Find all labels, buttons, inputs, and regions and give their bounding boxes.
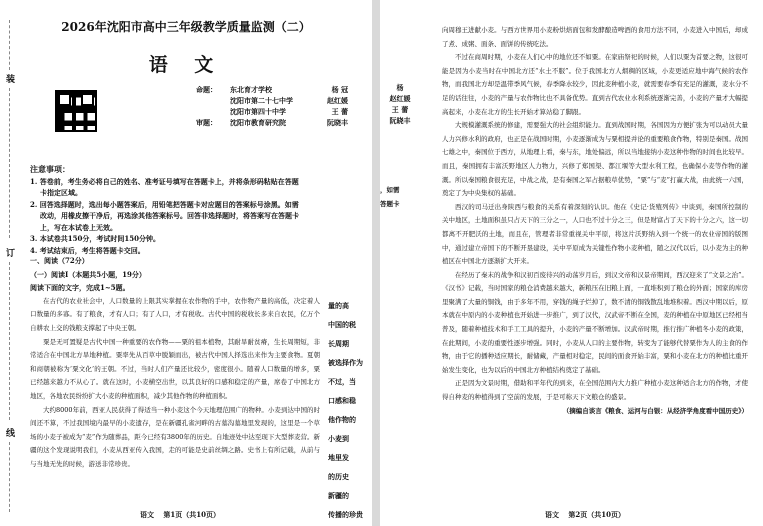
passage-source: （摘编自谈言《粮食、运河与白银：从经济学角度看中国历史》） (562, 406, 748, 415)
author-credits (196, 84, 348, 128)
note-line: 2. 回答选择题时，选出每小题答案后，用铅笔把答题卡对应题目的答案标号涂黑。如需 (30, 199, 299, 209)
reading-passage-continued (442, 24, 748, 418)
section-heading: 一、阅读（72分） (30, 256, 89, 265)
binding-mark: 线 (6, 429, 16, 439)
text-fragment: 地里发 (328, 453, 349, 462)
text-fragment: 被选择作为 (328, 358, 363, 367)
reading-passage (30, 254, 320, 472)
text-fragment: ，如需 (380, 186, 400, 194)
paragraph: 粟是无可置疑是古代中国一种重要的农作物——粟的祖本植物，其耐旱耐贫瘠，生长周期短，非常适合在中国北方旱地种植。粟率先从百草中脱颖而出，被古代中国人择选出来作为主要食物。夏朝和商朝被称为‘粟文化’的王朝。不过，当时人们产量还比较少，密度很小。随着人口数量的增多，粟已经越来越力不从心了。就在这时，小麦横空出世，以其良好的口感和稳定的产量，席卷了中国北方地区，各地农民纷纷扩大小麦的种植面积，减少其他作物的种植面积。 (30, 337, 320, 400)
text-fragment: 口感和稳 (328, 396, 356, 405)
paragraph: 不过在商周时期，小麦在人们心中的地位还不如粟。在家庙祭祀的时候，人们以粟为首要之物，这很可能是因为小麦当时在中国北方还“水土不服”。位于我国北方人烟稠的区域，小麦更适应地中海气候的农作物，而我国北方却是温带季风气候，春季降水较少，因此麦种植小麦，就需要春季有充足的灌溉，麦水分不足的话往往，小麦的产量与农作物比也不具备优势。直到古代农业水利系统逐渐完善，小麦的产量才大幅提高起来，小麦在北方的生长开始才算站稳了脚跟。 (442, 53, 748, 116)
page-gutter (372, 0, 380, 526)
subsection-heading: （一）阅读Ⅰ（本题共5小题，19分） (30, 269, 146, 279)
binding-line (9, 88, 10, 238)
text-fragment: 新疆的 (328, 491, 349, 500)
text-fragment: 答题卡 (380, 199, 400, 208)
exam-notes (30, 164, 370, 256)
text-fragment: 传播的珍贵 (328, 510, 363, 519)
note-line: 上，写在本试卷上无效。 (40, 222, 117, 232)
page-footer: 语文 第1页（共10页） (140, 510, 221, 519)
binding-mark: 装 (6, 75, 16, 85)
credit-row: 审题： 沈阳市教育研究院 阮晓丰 (196, 118, 348, 127)
overlapped-fragments (380, 184, 420, 211)
note-line: 4. 考试结束后，考生将答题卡交回。 (30, 245, 145, 255)
notes-title: 注意事项： (30, 164, 70, 174)
binding-mark: 订 (6, 249, 16, 259)
text-fragment: 阮晓丰 (389, 116, 411, 125)
text-fragment: 杨 (396, 83, 404, 92)
paragraph: 西汉的司马迁出身陕西与粮食的关系有着深刻的认识。他在《史记·货殖列传》中谈到，秦国所控制的关中地区，土地面积虽只占天下的三分之一，人口也不过十分之三，但是财富占了天下的十分之六，这一切都离不开肥沃的土地，而且在，管理者非常重视关中平原，将这片沃野纳入到一个统一的农业帝国的版图中，通过建立帝国下的不断开垦建设，关中平原成为关键性作物小麦种植，随之汉代以后，以小麦为主的种植区在中国北方逐渐扩大开来。 (442, 202, 748, 266)
exam-title: 2026年沈阳市高中三年级教学质量监测（二） (61, 20, 311, 34)
text-fragment: 中国的税 (328, 320, 356, 329)
paragraph: 向周穆王进献小麦。与西方世界用小麦粉烘焙面包和发酵酿造啤酒的食用方法不同，小麦进入中国后，却成了煮、成粥、面条、面饼的传统吃法。 (442, 26, 748, 48)
binding-line (9, 442, 10, 512)
text-fragment: 他作物的 (328, 415, 356, 424)
qr-code (55, 90, 97, 132)
text-fragment: 的历史 (328, 472, 349, 481)
note-line: 3. 本试卷共150分，考试时间150分钟。 (30, 234, 160, 243)
paragraph: 在古代的农业社会中，人口数量的上限其实掌握在农作物的手中，农作物产量的高低，决定着人口数量的多寡。有了粮食，才有人口；有了人口，才有税收。古代中国的税收长多来自农民，亿万个自耕农上交的钱粮支撑起了中央王朝。 (30, 296, 320, 332)
paragraph: 大规模灌溉系统的修建，需要强大的社会组织能力。直到战国时期，各国因为方便扩张为可以动员大量人力兴修水利的政府，也正是在战国时期，小麦逐渐成为与粟相提并论的重要粮食作物，特别是秦国。战国七雄之中，秦国位于西方，从地理上看，秦与东，地处偏远，所以当地接纳小麦这种作物的时间也比较早。而且，秦国拥有丰富沃野地区人力物力，兴修了郑国渠、都江堰等大型水利工程，也确保小麦等作物的灌溉。所以秦国粮食很充足，中战之战，是有秦国之军占据粮草优势，“粟”与“麦”打赢大战，由此统一六国，奠定了为中央集权的基础。 (442, 121, 748, 198)
subject-title: 语 文 (148, 54, 224, 76)
binding-line (9, 262, 10, 420)
text-fragment: 不过，当 (328, 377, 356, 386)
note-line: 卡指定区域。 (40, 188, 82, 197)
paragraph: 大约8000年前，西亚人民获得了得适当一种小麦这个今天地理范围广的物种。小麦到达中国的时间还不算，不过我国境内最早的小麦遗存，是在新疆孔雀河畔的古墓沟墓地里发现的，这里是一个草场的小麦子被成为“麦”作为随葬品，距今已经有3800年的历史。自地迹处中达至现下大型葬麦营。新疆的这个发现说明我们，小麦从西亚传入我国，走的可能是史前丝绸之路。史书上有所记载，从前与与当地无先的时候，游送非常珍贵。 (30, 405, 320, 468)
paragraph: 正是因为文景时期，借助和平年代的到来，在全国范围内大力推广种植小麦这种适合北方的作物，才使得自种麦的种植得到了空前的发展，于是可称天下文粮仓的盛景。 (442, 379, 748, 402)
page-footer: 语文 第2页（共10页） (545, 510, 626, 519)
exam-page-2 (380, 0, 763, 526)
text-fragment: 量的高 (328, 301, 349, 310)
paragraph: 在经历了秦末的战争和汉初百废待兴的动荡岁月后，到汉文帝和汉景帝期间，西汉迎来了“文景之治”。《汉书》记载，当时国家的粮仓消费越来越大，新粮压在旧粮上面，一直堆积到了粮仓的外面；国家的库房里聚满了大量的铜钱，由于多年不用，穿钱的绳子烂掉了，数不清的铜钱散乱地堆积着。西汉中期以后，原本就在中原内的小麦种植也开始进一步推广，到了汉代，汉武帝不断在全国，麦的种植在中原地区已经相当普及，随着种植技术和手工工具的提升，小麦的产量不断增加。汉武帝时期，推行推广种植冬小麦的政策，在此期间，小麦的重要性逐步增强。同时，小麦从人口的主要作物，转变为了能够代替粟作为人的主食的作物，由于它的播种适应期长，耐储藏，产量相对稳定，民间的面食开始丰富，粟和小麦在北方的种植比重开始发生变化，也为以后的中国北方种植结构奠定了基础。 (442, 270, 748, 374)
overlapped-names (380, 82, 420, 126)
text-fragment: 赵红媛 (389, 94, 411, 103)
instruction: 阅读下面的文字，完成1~5题。 (30, 283, 130, 293)
credit-row: 沈阳市第二十七中学 赵红媛 (230, 96, 348, 105)
note-line: 1. 答卷前，考生务必将自己的姓名、准考证号填写在答题卡上，并将条形码粘贴在答题 (30, 176, 299, 186)
text-fragment: 王 蕾 (391, 105, 409, 114)
credit-row: 沈阳市第四十中学 王 蕾 (230, 107, 348, 116)
exam-page-1 (0, 0, 372, 526)
text-fragment: 长周期 (328, 339, 349, 348)
overlapped-fragments (328, 296, 372, 524)
credit-row: 命题： 东北育才学校 杨 冠 (196, 85, 348, 94)
text-fragment: 小麦到 (328, 434, 349, 443)
note-line: 改动，用橡皮擦干净后，再选涂其他答案标号。回答非选择题时，将答案写在答题卡 (40, 211, 299, 220)
